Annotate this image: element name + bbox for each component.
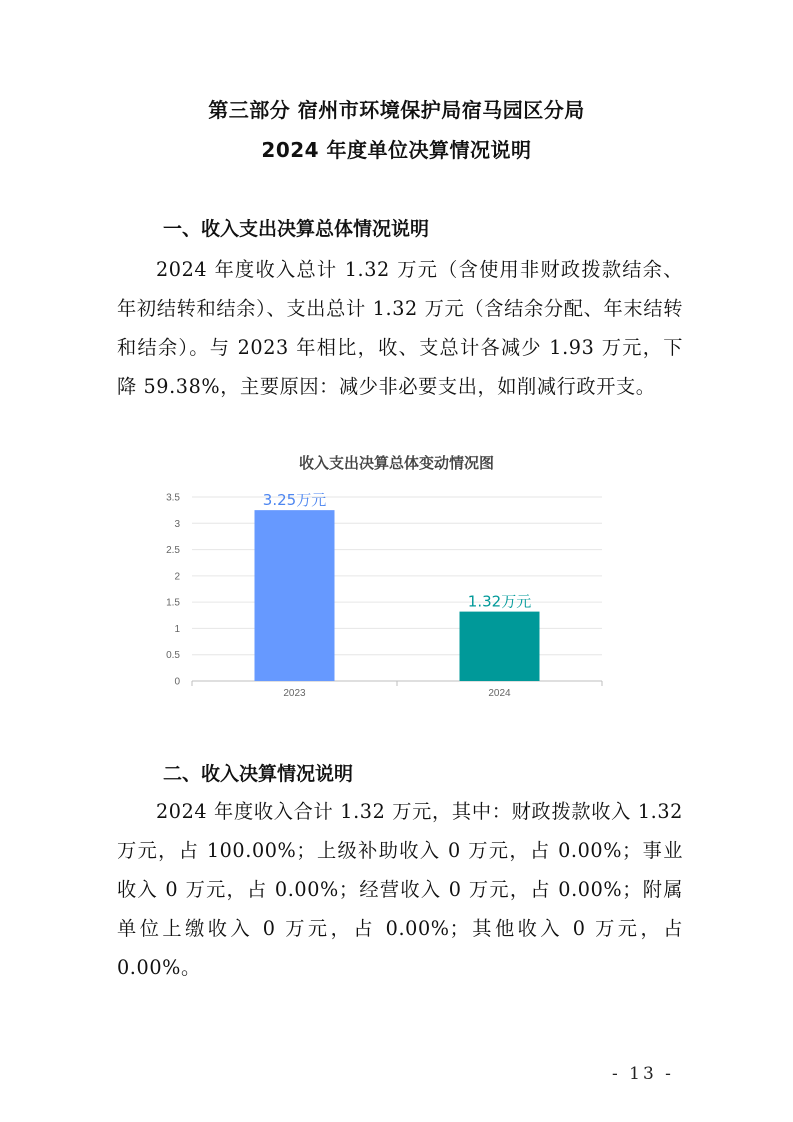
page-number: - 13 -: [612, 1064, 674, 1084]
bar-chart: [150, 480, 620, 705]
document-title-line2: 2024 年度单位决算情况说明: [261, 138, 532, 162]
document-title-line1: 第三部分 宿州市环境保护局宿马园区分局: [208, 98, 585, 122]
chart-title: 收入支出决算总体变动情况图: [298, 454, 494, 472]
y-tick-label: 1: [174, 623, 180, 635]
x-tick-label: 2023: [283, 688, 306, 699]
data-label-2023: 3.25万元: [262, 491, 327, 510]
y-tick-label: 0.5: [166, 650, 180, 662]
section1-paragraph: 2024 年度收入总计 1.32 万元（含使用非财政拨款结余、年初结转和结余）、支出总计 1.32 万元（含结余分配、年末结转和结余）。与 2023 年相比，收、支总计各减少 1.93 万元，下降 59.38%，主要原因：减少非必要支出，如削减行政开支。: [117, 258, 683, 398]
bar-2023: [255, 510, 335, 681]
y-tick-label: 1.5: [166, 597, 180, 609]
bar-2024: [460, 612, 540, 681]
section1-heading: 一、收入支出决算总体情况说明: [163, 218, 430, 240]
y-tick-label: 0: [174, 676, 180, 688]
y-tick-label: 2: [174, 571, 180, 583]
y-tick-label: 2.5: [166, 545, 180, 557]
section2-heading: 二、收入决算情况说明: [163, 763, 354, 785]
section2-paragraph: 2024 年度收入合计 1.32 万元，其中：财政拨款收入 1.32 万元，占 100.00%；上级补助收入 0 万元，占 0.00%；事业收入 0 万元，占 0.00%；经营收入 0 万元，占 0.00%；附属单位上缴收入 0 万元，占 0.00%；其他收入 0 万元，占 0.00%。: [117, 800, 683, 979]
y-tick-label: 3.5: [166, 492, 180, 504]
y-tick-label: 3: [174, 518, 180, 530]
x-tick-label: 2024: [488, 688, 511, 699]
data-label-2024: 1.32万元: [467, 592, 532, 611]
